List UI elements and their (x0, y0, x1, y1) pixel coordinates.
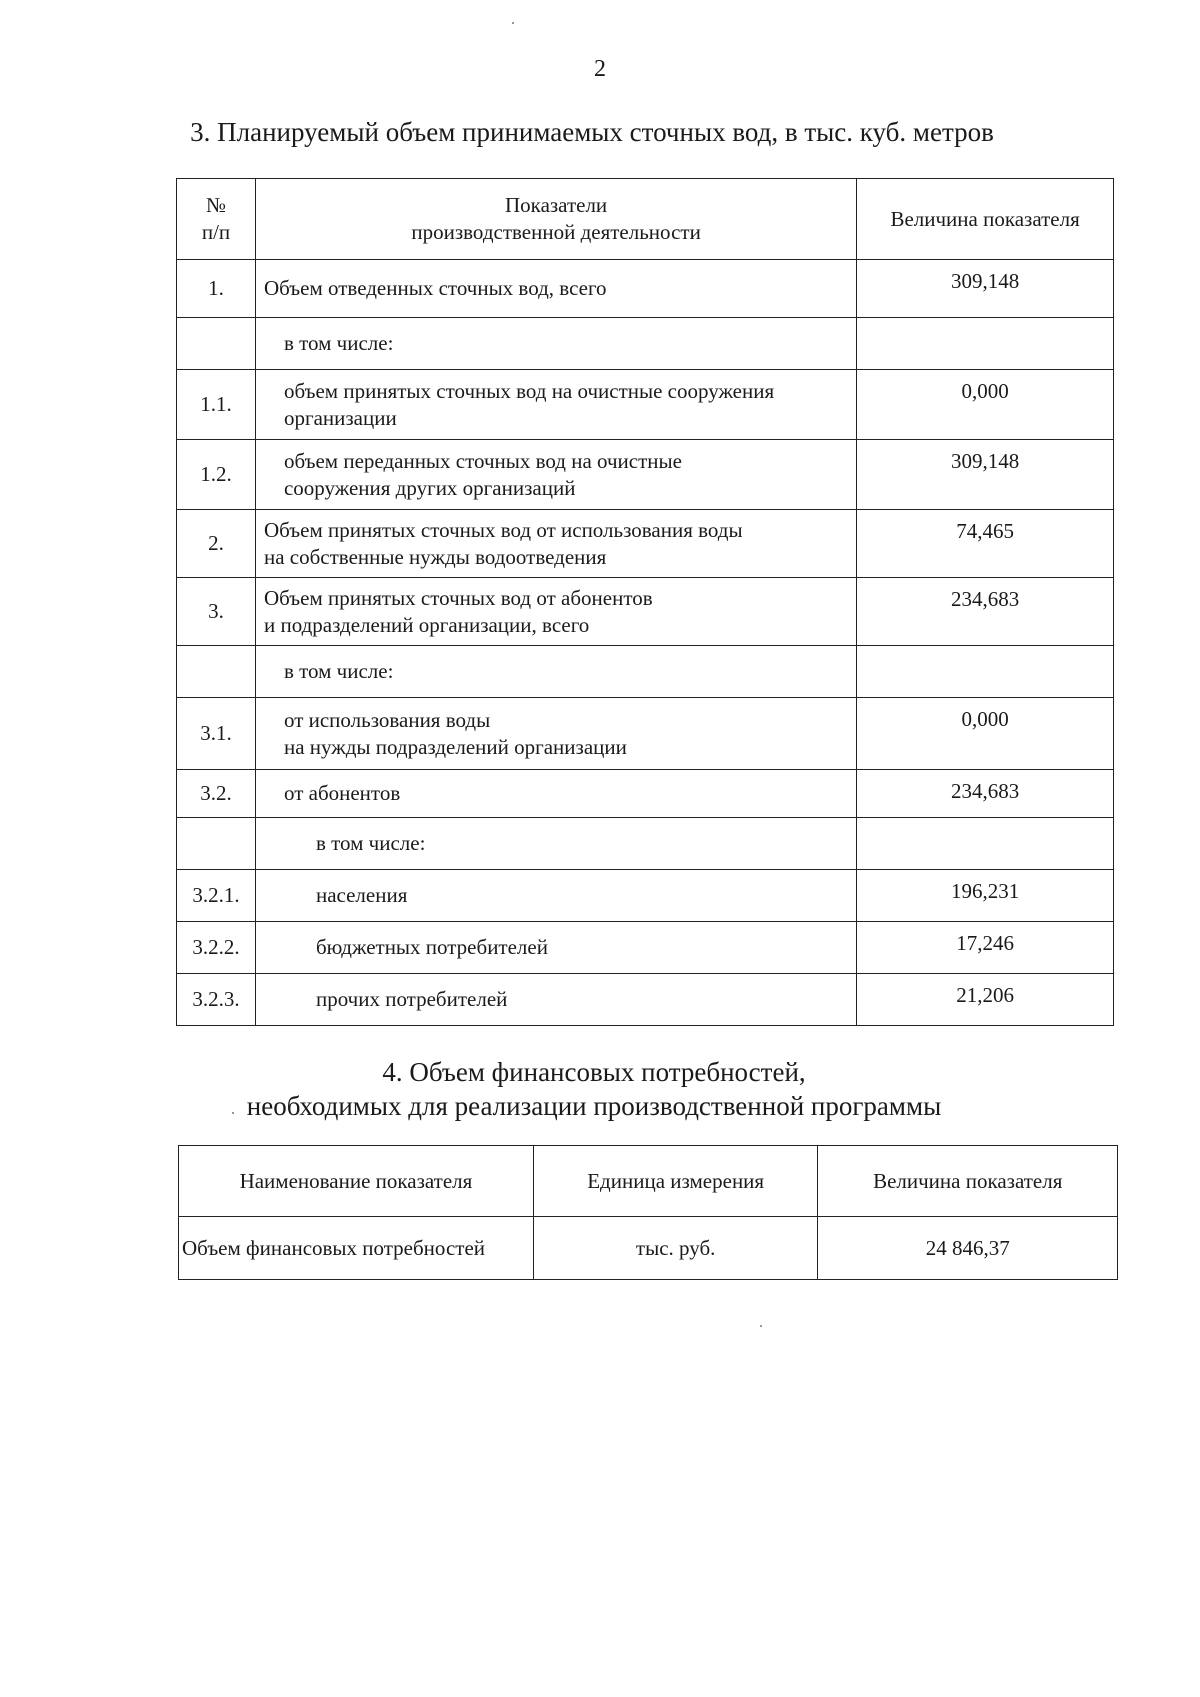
table-row (177, 646, 1114, 698)
header-num-line1: № (205, 193, 226, 217)
table-row (177, 318, 1114, 370)
table-row (177, 510, 1114, 578)
section-4-title (0, 1055, 1194, 1123)
table-body (177, 260, 1114, 1026)
table-row (177, 440, 1114, 510)
cell-value: 24 846,37 (818, 1217, 1118, 1280)
row-value (857, 318, 1114, 370)
header-value: Величина показателя (818, 1146, 1118, 1217)
row-number: 3.2. (177, 770, 256, 818)
row-value: 309,148 (857, 440, 1114, 510)
table-row (177, 974, 1114, 1026)
row-label (255, 770, 856, 818)
row-number: 1. (177, 260, 256, 318)
row-label (255, 922, 856, 974)
header-name: Наименование показателя (179, 1146, 534, 1217)
row-value: 234,683 (857, 770, 1114, 818)
row-label (255, 646, 856, 698)
row-number: 3.1. (177, 698, 256, 770)
row-value: 196,231 (857, 870, 1114, 922)
row-number: 3. (177, 578, 256, 646)
row-value: 74,465 (857, 510, 1114, 578)
table-row (179, 1217, 1118, 1280)
row-number: 3.2.2. (177, 922, 256, 974)
row-value (857, 646, 1114, 698)
financial-needs-table (178, 1145, 1118, 1280)
table-row (177, 370, 1114, 440)
row-label-line: прочих потребителей (315, 987, 508, 1011)
section-4-title-line2: необходимых для реализации производственной программы (246, 1091, 942, 1121)
header-indicator-line2: производственной деятельности (411, 220, 701, 244)
row-label-line: бюджетных потребителей (315, 935, 548, 959)
row-value: 21,206 (857, 974, 1114, 1026)
row-number: 3.2.3. (177, 974, 256, 1026)
row-label-line: в том числе: (315, 831, 426, 855)
header-indicator (255, 179, 856, 260)
row-label (255, 698, 856, 770)
section-3-title: 3. Планируемый объем принимаемых сточных вод, в тыс. куб. метров (190, 117, 994, 147)
page-number: 2 (594, 56, 606, 82)
header-num (177, 179, 256, 260)
row-label (255, 510, 856, 578)
row-label-line: объем переданных сточных вод на очистные (283, 448, 682, 473)
row-value (857, 818, 1114, 870)
row-value: 0,000 (857, 370, 1114, 440)
table-row (177, 698, 1114, 770)
cell-unit: тыс. руб. (533, 1217, 818, 1280)
table-header-row (179, 1146, 1118, 1217)
row-number (177, 318, 256, 370)
row-number: 2. (177, 510, 256, 578)
row-label-line: Объем отведенных сточных вод, всего (263, 276, 607, 300)
header-num-line2: п/п (201, 220, 231, 244)
wastewater-volume-table (176, 178, 1114, 1026)
row-value: 0,000 (857, 698, 1114, 770)
row-label-line: в том числе: (283, 331, 394, 355)
header-unit: Единица измерения (533, 1146, 818, 1217)
table-header-row (177, 179, 1114, 260)
row-label-line: сооружения других организаций (283, 475, 576, 500)
row-number: 3.2.1. (177, 870, 256, 922)
scan-speck (512, 22, 514, 24)
row-label-line: от использования воды (283, 707, 491, 732)
row-number: 1.1. (177, 370, 256, 440)
scan-speck (760, 1325, 762, 1327)
row-label (255, 370, 856, 440)
row-label-line: в том числе: (283, 659, 394, 683)
table-row (177, 922, 1114, 974)
row-label (255, 318, 856, 370)
row-label-line: Объем принятых сточных вод от абонентов (263, 585, 653, 610)
row-label (255, 440, 856, 510)
row-label-line: населения (315, 883, 408, 907)
header-indicator-line1: Показатели (505, 193, 608, 217)
row-label (255, 974, 856, 1026)
scan-speck (232, 1112, 234, 1114)
cell-name: Объем финансовых потребностей (179, 1217, 534, 1280)
table-row (177, 260, 1114, 318)
row-number: 1.2. (177, 440, 256, 510)
row-label-line: от абонентов (283, 781, 401, 805)
row-value: 309,148 (857, 260, 1114, 318)
row-label (255, 870, 856, 922)
row-value: 17,246 (857, 922, 1114, 974)
header-value: Величина показателя (857, 179, 1114, 260)
row-label-line: на нужды подразделений организации (283, 734, 627, 759)
row-label (255, 578, 856, 646)
row-label-line: на собственные нужды водоотведения (263, 544, 607, 569)
row-value: 234,683 (857, 578, 1114, 646)
row-label-line: организации (283, 405, 397, 430)
row-number (177, 646, 256, 698)
row-label-line: объем принятых сточных вод на очистные сооружения (283, 378, 775, 403)
section-4-title-line1: 4. Объем финансовых потребностей, (382, 1057, 806, 1087)
table-row (177, 818, 1114, 870)
table-body (179, 1217, 1118, 1280)
row-label (255, 818, 856, 870)
row-label (255, 260, 856, 318)
table-row (177, 870, 1114, 922)
row-number (177, 818, 256, 870)
row-label-line: и подразделений организации, всего (263, 612, 590, 637)
row-label-line: Объем принятых сточных вод от использования воды (263, 517, 743, 542)
table-row (177, 578, 1114, 646)
table-row (177, 770, 1114, 818)
